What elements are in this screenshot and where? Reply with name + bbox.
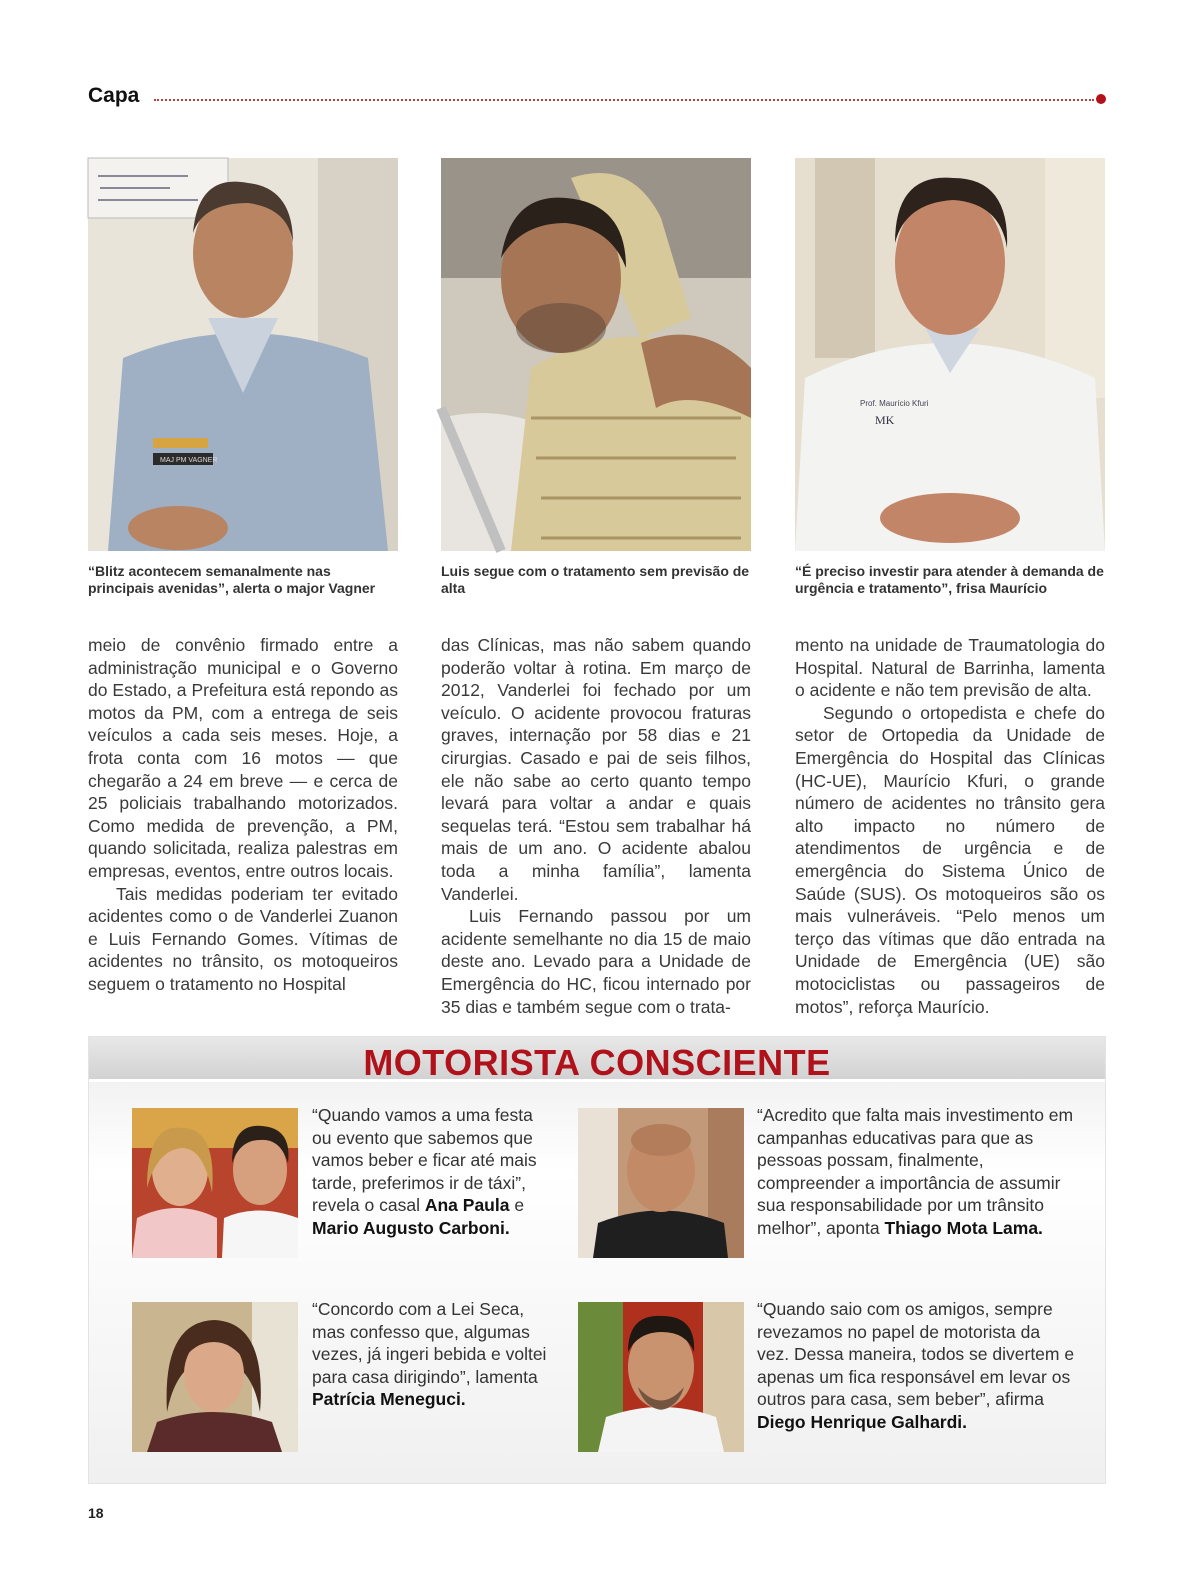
quote-text: “Acredito que falta mais investimento em campanhas educativas para que as pessoas possam, finalmente, compreender a importância de assumir sua responsabilidade por um trânsito melhor”, aponta (757, 1105, 1074, 1238)
quote-text: “Quando vamos a uma festa ou evento que sabemos que vamos beber e ficar até mais tarde, preferimos ir de táxi”, revela o casal (312, 1105, 537, 1216)
box-title-bar (89, 1037, 1105, 1082)
doctor-photo (795, 158, 1105, 551)
article-paragraph: Segundo o ortopedista e chefe do setor de Ortopedia da Unidade de Emergência do Hospital das Clínicas (HC-UE), Maurício Kfuri, o grande número de acidentes no trânsito gera alto impacto no número de atendimentos de urgência e de emergência do Sistema Único de Saúde (SUS). Os motoqueiros são os mais vulneráveis. “Pelo menos um terço das vítimas que dão entrada na Unidade de Emergência (UE) são motociclistas ou passageiros de motos”, reforça Maurício. (795, 702, 1105, 1017)
man-bald-photo (578, 1108, 744, 1258)
coat-text: Prof. Maurício Kfuri (860, 399, 929, 408)
quote-patricia (312, 1298, 552, 1411)
quote-text: “Concordo com a Lei Seca, mas confesso que, algumas vezes, já ingeri bebida e voltei para casa dirigindo”, lamenta (312, 1299, 547, 1387)
person-name: Diego Henrique Galhardi. (757, 1411, 968, 1432)
photo-caption: “Blitz acontecem semanalmente nas principais avenidas”, alerta o major Vagner (88, 563, 376, 596)
article-column-3 (795, 634, 1105, 1017)
article-paragraph: mento na unidade de Traumatologia do Hospital. Natural de Barrinha, lamenta o acidente e não tem previsão de alta. (795, 635, 1105, 701)
section-name: Capa (88, 84, 140, 107)
article-paragraph: Luis Fernando passou por um acidente semelhante no dia 15 de maio deste ano. Levado para a Unidade de Emergência do HC, ficou internado por 35 dias e também segue com o trata- (441, 906, 751, 1017)
page-number: 18 (88, 1505, 104, 1521)
header-end-dot (1096, 94, 1106, 104)
quote-ana-paula-mario (312, 1104, 552, 1240)
quote-joiner: e (509, 1195, 525, 1216)
article-paragraph: meio de convênio firmado entre a administração municipal e o Governo do Estado, a Prefeitura está repondo as motos da PM, com a entrega de seis veículos a cada seis meses. Hoje, a frota conta com 16 motos — que chegarão a 24 em breve — e cerca de 25 policiais trabalhando motorizados. Como medida de prevenção, a PM, quando solicitada, realiza palestras em empresas, eventos, entre outros locais. (88, 635, 398, 881)
article-column-1 (88, 634, 398, 1004)
section-header (88, 84, 1106, 114)
box-title: MOTORISTA CONSCIENTE (363, 1042, 831, 1083)
quote-diego (757, 1298, 1077, 1434)
person-name: Ana Paula (424, 1195, 510, 1216)
coat-logo: MK (875, 413, 895, 427)
badge-text: MAJ PM VAGNER (160, 457, 218, 464)
couple-photo (132, 1108, 298, 1258)
article-paragraph: Tais medidas poderiam ter evitado acidentes como o de Vanderlei Zuanon e Luis Fernando Gomes. Vítimas de acidentes no trânsito, os motoqueiros seguem o tratamento no Hospital (88, 883, 398, 994)
person-name: Mario Augusto Carboni. (312, 1217, 510, 1238)
dotted-rule (154, 99, 1094, 101)
patient-in-bed-photo (441, 158, 751, 551)
photo-caption: “É preciso investir para atender à demanda de urgência e tratamento”, frisa Maurício (795, 563, 1104, 596)
police-officer-photo (88, 158, 398, 551)
person-name: Patrícia Meneguci. (312, 1389, 466, 1410)
young-man-photo (578, 1302, 744, 1452)
article-paragraph: das Clínicas, mas não sabem quando poderão voltar à rotina. Em março de 2012, Vanderlei foi fechado por um veículo. O acidente provocou fraturas graves, internação por 58 dias e 21 cirurgias. Casado e pai de seis filhos, ele não sabe ao certo quanto tempo levará para voltar a andar e quais sequelas terá. “Estou sem trabalhar há mais de um ano. O acidente abalou toda a minha família”, lamenta Vanderlei. (441, 635, 751, 904)
article-column-2 (441, 634, 751, 1017)
quote-text: “Quando saio com os amigos, sempre revezamos no papel de motorista da vez. Dessa maneira, todos se divertem e apenas um fica responsável em levar os outros para casa, sem beber”, afirma (757, 1299, 1075, 1410)
photo-caption: Luis segue com o tratamento sem previsão de alta (441, 563, 750, 596)
woman-photo (132, 1302, 298, 1452)
person-name: Thiago Mota Lama. (884, 1217, 1043, 1238)
quote-thiago (757, 1104, 1077, 1240)
